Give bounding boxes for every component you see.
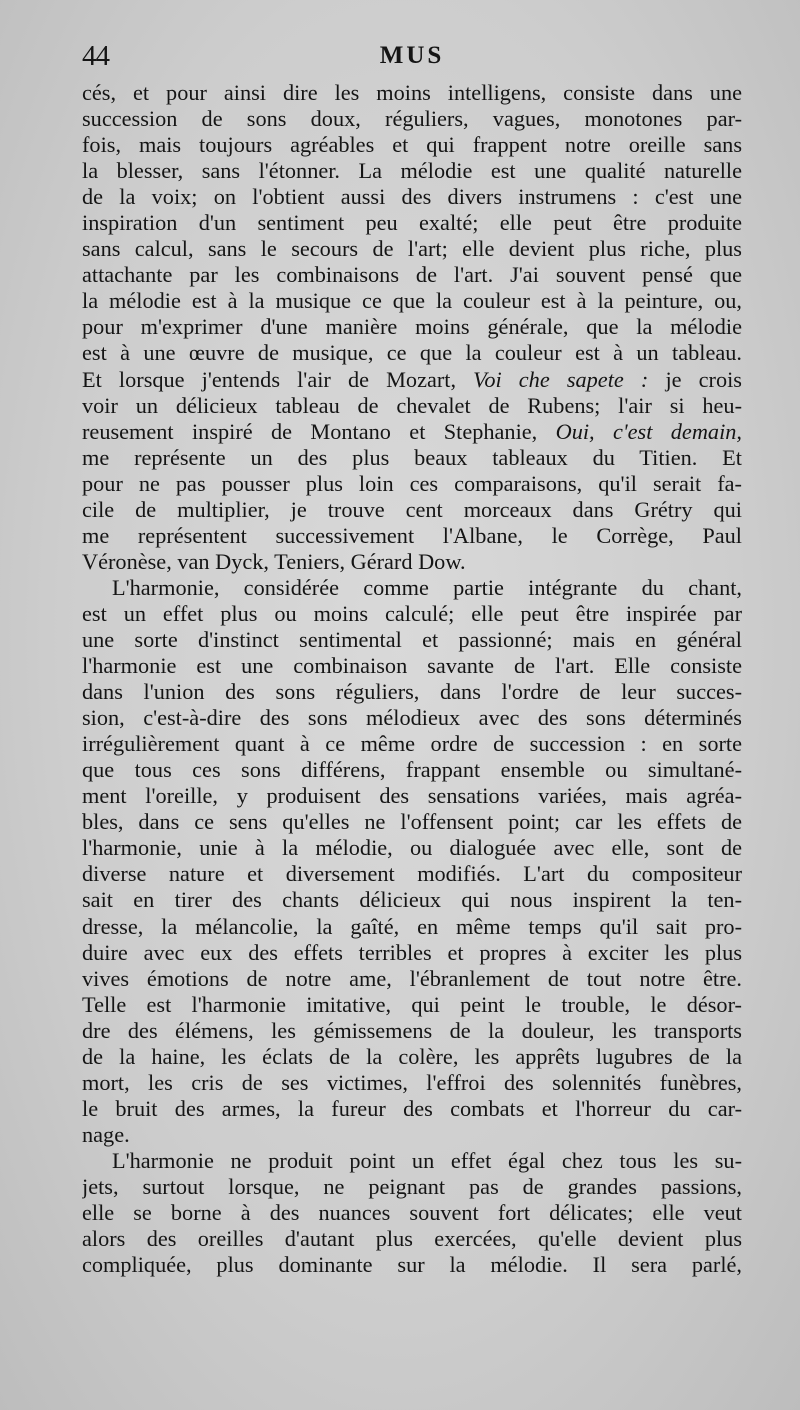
text-line: attachante par les combinaisons de l'art. J'ai souvent pensé que [82, 262, 742, 288]
text-line: de la haine, les éclats de la colère, les apprêts lugubres de la [82, 1043, 742, 1069]
text-line: irrégulièrement quant à ce même ordre de succession : en sorte [82, 731, 742, 757]
text-line-with-title [82, 367, 742, 393]
text-line: la blesser, sans l'étonner. La mélodie est une qualité naturelle [82, 158, 742, 184]
text-line: une sorte d'instinct sentimental et passionné; mais en général [82, 626, 742, 652]
text-line: est à une œuvre de musique, ce que la couleur est à un tableau. [82, 340, 742, 366]
text-line: Telle est l'harmonie imitative, qui peint le trouble, le désor- [82, 991, 742, 1017]
text-line: sion, c'est-à-dire des sons mélodieux avec des sons déterminés [82, 705, 742, 731]
text-line: compliquée, plus dominante sur la mélodie. Il sera parlé, [82, 1252, 742, 1278]
text-line: diverse nature et diversement modifiés. L'art du compositeur [82, 861, 742, 887]
text-line: vives émotions de notre ame, l'ébranlement de tout notre être. [82, 965, 742, 991]
text-line: me représente un des plus beaux tableaux du Titien. Et [82, 444, 742, 470]
text-line: succession de sons doux, réguliers, vagues, monotones par- [82, 106, 742, 132]
text-line: elle se borne à des nuances souvent fort délicates; elle veut [82, 1200, 742, 1226]
page-number: 44 [82, 40, 109, 72]
text-line: L'harmonie ne produit point un effet égal chez tous les su- [112, 1147, 742, 1173]
text-line: Véronèse, van Dyck, Teniers, Gérard Dow. [82, 548, 466, 574]
text-line: sait en tirer des chants délicieux qui nous inspirent la ten- [82, 887, 742, 913]
text-line: sans calcul, sans le secours de l'art; elle devient plus riche, plus [82, 236, 742, 262]
text-line: duire avec eux des effets terribles et propres à exciter les plus [82, 939, 742, 965]
text-line: que tous ces sons différens, frappant ensemble ou simultané- [82, 757, 742, 783]
text-line: alors des oreilles d'autant plus exercées, qu'elle devient plus [82, 1226, 742, 1252]
text-line: jets, surtout lorsque, ne peignant pas de grandes passions, [82, 1173, 742, 1199]
aria-title: Voi che sapete : [473, 366, 649, 392]
text-line: dresse, la mélancolie, la gaîté, en même temps qu'il sait pro- [82, 913, 742, 939]
text-line: est un effet plus ou moins calculé; elle peut être inspirée par [82, 600, 742, 626]
text-segment: reusement inspiré de Montano et Stephanie, [82, 418, 556, 444]
body-text [82, 80, 742, 1278]
text-line: dre des élémens, les gémissemens de la douleur, les transports [82, 1017, 742, 1043]
text-segment: Et lorsque j'entends l'air de Mozart, [82, 366, 474, 392]
text-line: cile de multiplier, je trouve cent morceaux dans Grétry qui [82, 496, 742, 522]
page-header [82, 40, 742, 74]
text-line: L'harmonie, considérée comme partie intégrante du chant, [112, 574, 742, 600]
text-line: cés, et pour ainsi dire les moins intelligens, consiste dans une [82, 80, 742, 105]
text-line: dans l'union des sons réguliers, dans l'ordre de leur succes- [82, 679, 742, 705]
text-line: nage. [82, 1121, 130, 1147]
text-line: pour ne pas pousser plus loin ces comparaisons, qu'il serait fa- [82, 470, 742, 496]
text-line: pour m'exprimer d'une manière moins générale, que la mélodie [82, 314, 742, 340]
text-line: l'harmonie, unie à la mélodie, ou dialoguée avec elle, sont de [82, 835, 742, 861]
text-line: l'harmonie est une combinaison savante de l'art. Elle consiste [82, 653, 742, 679]
text-line-with-title [82, 419, 742, 445]
text-segment: je crois [648, 366, 742, 392]
text-line: inspiration d'un sentiment peu exalté; elle peut être produite [82, 210, 742, 236]
text-line: de la voix; on l'obtient aussi des divers instrumens : c'est une [82, 184, 742, 210]
text-line: me représentent successivement l'Albane, le Corrège, Paul [82, 522, 742, 548]
text-line: fois, mais toujours agréables et qui frappent notre oreille sans [82, 132, 742, 158]
text-line: voir un délicieux tableau de chevalet de Rubens; l'air si heu- [82, 392, 742, 418]
text-line: mort, les cris de ses victimes, l'effroi des solennités funèbres, [82, 1069, 742, 1095]
running-head: MUS [379, 42, 445, 69]
text-line: la mélodie est à la musique ce que la couleur est à la peinture, ou, [82, 288, 742, 314]
text-line: le bruit des armes, la fureur des combats et l'horreur du car- [82, 1095, 742, 1121]
text-line: bles, dans ce sens qu'elles ne l'offensent point; car les effets de [82, 809, 742, 835]
text-line: ment l'oreille, y produisent des sensations variées, mais agréa- [82, 783, 742, 809]
aria-title: Oui, c'est demain, [555, 418, 742, 444]
